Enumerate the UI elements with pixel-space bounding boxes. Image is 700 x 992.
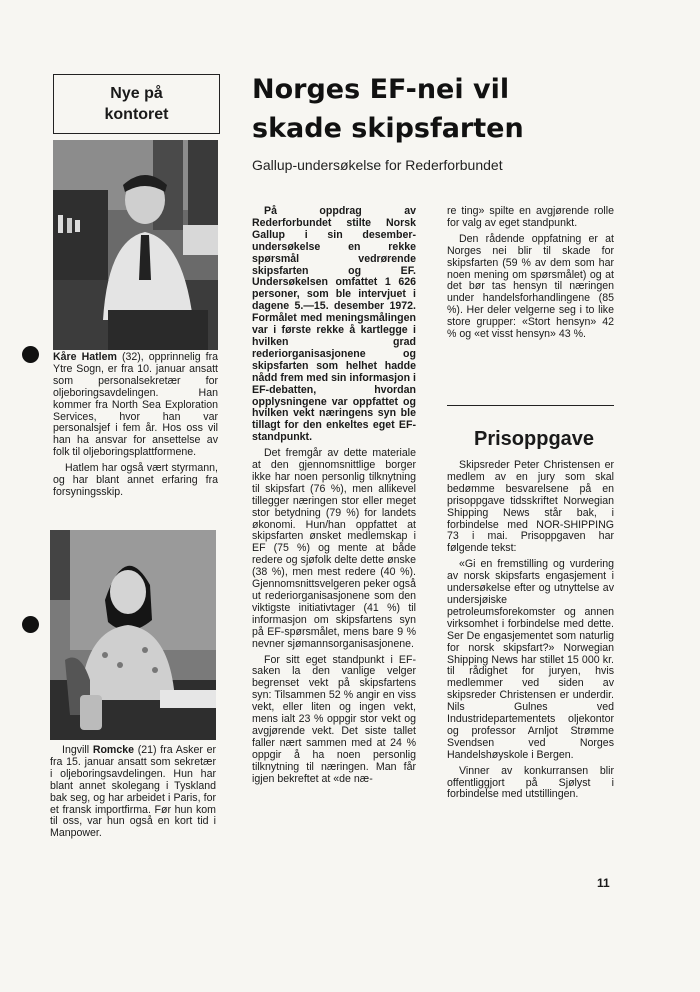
caption-1-paragraph-2: Hatlem har også vært styrmann, og har blant annet erfaring fra forsyningsskip. — [53, 462, 218, 498]
headline-line-2: skade skipsfarten — [252, 113, 524, 144]
photo-kare-hatlem — [53, 140, 218, 350]
page-number: 11 — [597, 876, 610, 890]
sidebar-box-title — [53, 74, 220, 134]
prize-column — [447, 460, 614, 805]
caption-2 — [50, 745, 216, 844]
caption-2-name: Romcke — [92, 744, 135, 756]
article-paragraph-4: Den rådende oppfatning er at Norges nei blir til skade for skipsfarten (59 % av dem som har noen mening om spørsmålet) og at det bør tas hensyn til næringen under handelsforhandlingene (85 %). Her deler velgerne seg i to like store grupper: «Stort hensyn» 42 % og «et visst hensyn» 43 %. — [447, 232, 614, 341]
punch-hole — [22, 616, 39, 633]
headline-line-1: Norges EF-nei vil — [252, 74, 510, 105]
caption-1-text: (32), opprinnelig fra Ytre Sogn, er fra 10. januar ansatt som personalsekretær for oljeboringsavdelingen. Han kommer fra North Sea Exploration Services, hvor han var personalsjef i fem år. Hos oss vil han ha ansvar for ansettelse av folk til oljeboringsplattformene. — [53, 351, 218, 459]
prize-paragraph-3: Vinner av konkurransen blir offentliggjort på Sjølyst i forbindelse med utstillingen. — [447, 764, 614, 801]
article-paragraph-2: For sitt eget standpunkt i EF-saken la den vanlige velger begrenset vekt på skipsfartens syn: Tilsammen 52 % angir en viss vekt, eller liten og ingen vekt, mens ialt 23 % oppgir stor vekt og avgjørende vekt. Det siste tallet faller nært sammen med at 24 % oppgir å ha noen personlig tilknytning til næringen. Man får igjen bekreftet at «de næ- — [252, 653, 416, 785]
article-column-2 — [447, 206, 614, 345]
box-title-line-1: Nye på — [110, 85, 163, 102]
article-lead: På oppdrag av Rederforbundet stilte Norsk Gallup i sin desember-undersøkelse en rekke spørsmål vedrørende skipsfarten og EF. Undersøkelsen omfattet 1 626 personer, som ble intervjuet i dagene 5.—15. desember 1972. Formålet med meningsmålingen var i første rekke å kartlegge i hvilken grad rederiorganisasjonene og skipsfarten som helhet hadde nådd frem med sin informasjon i EF-debatten, hvordan opplysningene var oppfattet og hvilken vekt næringens syn ble tillagt for den enkeltes eget EF-standpunkt. — [252, 205, 416, 444]
prize-heading: Prisoppgave — [474, 428, 595, 450]
photo-ingvill-romcke — [50, 530, 216, 740]
article-paragraph-1: Det fremgår av dette materiale at den gjennomsnittlige borger ikke har noen personlig tilknytning til skipsfart (76 %), men allikevel tillegger næringen stor eller meget stor betydning (79 %) for landets økonomi. Hun/han oppfattet at skipsfarten ønsket medlemskap i EF (75 %) og mente at både redere og sjøfolk delte dette ønske (38 %), men mest redere (40 %). Gjennomsnittsvelgeren peker også ut rederiorganisasjonene som den viktigste initiativtager (41 %) til informasjon om skipsfartens syn på EF-spørsmålet, mens bare 9 % nevner sjømannsorganisasjonene. — [252, 447, 416, 650]
section-divider — [447, 405, 614, 406]
caption-2-text: (21) fra Asker er fra 15. januar ansatt som sekretær i oljeboringsavdelingen. Hun har blant annet skolegang i Tyskland bak seg, og har arbeidet i Paris, for et fransk importfirma. Før hun kom til oss, var hun også en kort tid i Manpower. — [50, 744, 217, 840]
prize-paragraph-2: «Gi en fremstilling og vurdering av norsk skipsfarts engasjement i undersøkelse efter og utnyttelse av undersjøiske petroleumsforekomster og annen virksomhet i forbindelse med dette. Ser De engasjementet som naturlig for norsk skipsfart?» Norwegian Shipping News har stillet 15 000 kr. til rådighet for juryen, hvis medlemmer ved siden av skipsreder Christensen er underdir. Nils Gulnes ved Industridepartementets oljekontor og professor Arnljot Strømme Svendsen ved Norges Handelshøyskole i Bergen. — [447, 558, 614, 761]
caption-2-name-pre: Ingvill — [62, 744, 93, 756]
article-paragraph-3: re ting» spilte en avgjørende rolle for valg av eget standpunkt. — [447, 205, 614, 229]
article-subtitle: Gallup-undersøkelse for Rederforbundet — [252, 157, 503, 173]
article-column-1 — [252, 206, 416, 790]
caption-1 — [53, 352, 218, 503]
caption-1-name: Kåre Hatlem — [53, 351, 117, 363]
prize-paragraph-1: Skipsreder Peter Christensen er medlem av en jury som skal bedømme besvarelsene på en prisoppgave tidsskriftet Norwegian Shipping News står bak, i forbindelse med NOR-SHIPPING 73 i mai. Prisoppgaven har følgende tekst: — [447, 459, 614, 555]
punch-hole — [22, 346, 39, 363]
article-headline — [252, 70, 612, 148]
box-title-line-2: kontoret — [104, 106, 169, 123]
